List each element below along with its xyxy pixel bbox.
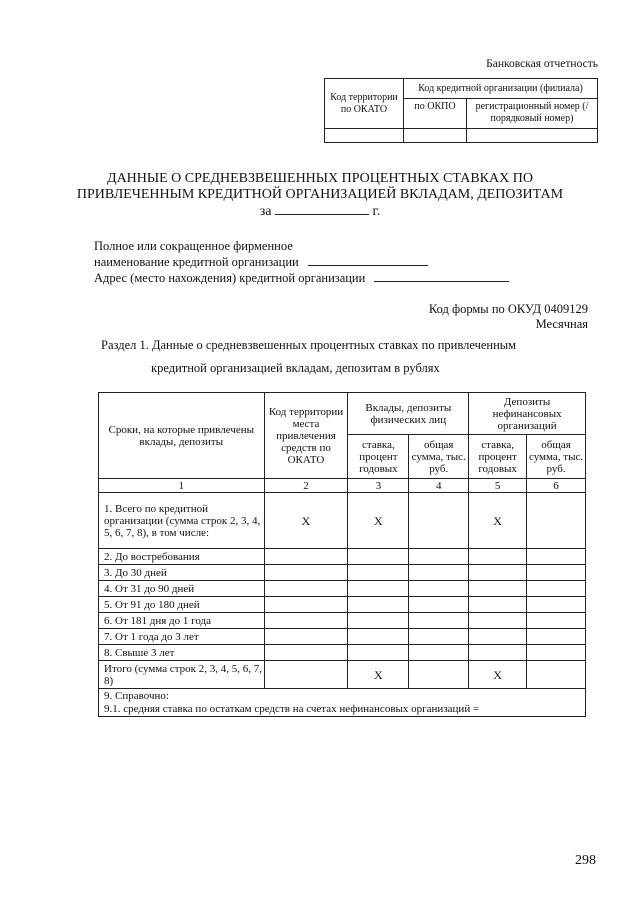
table-row	[99, 565, 586, 581]
title-date-line	[60, 203, 580, 220]
header-nonfinancial-sum: общая сумма, тыс. руб.	[527, 435, 586, 479]
reference-label: 9. Справочно:	[104, 689, 169, 702]
page-title	[60, 171, 580, 220]
table-cell[interactable]	[409, 493, 469, 549]
row-label: 4. От 31 до 90 дней	[99, 581, 265, 597]
table-cell[interactable]	[469, 565, 527, 581]
bank-reporting-label: Банковская отчетность	[486, 58, 598, 70]
table-cell[interactable]	[409, 581, 469, 597]
row-label: Итого (сумма строк 2, 3, 4, 5, 6, 7, 8)	[99, 661, 265, 689]
table-cell[interactable]	[264, 549, 348, 565]
row-label: 7. От 1 года до 3 лет	[99, 629, 265, 645]
okpo-header: по ОКПО	[404, 99, 467, 129]
header-nonfinancial: Депозиты нефинансовых организаций	[469, 393, 586, 435]
header-individuals-sum: общая сумма, тыс. руб.	[409, 435, 469, 479]
org-info	[94, 239, 509, 286]
org-address-field[interactable]	[374, 270, 509, 282]
form-code-block	[429, 302, 588, 332]
table-cell[interactable]	[348, 645, 409, 661]
table-cell[interactable]	[264, 565, 348, 581]
table-cell[interactable]	[348, 613, 409, 629]
table-cell[interactable]	[264, 613, 348, 629]
table-cell[interactable]	[348, 629, 409, 645]
table-cell[interactable]	[348, 565, 409, 581]
rates-table	[98, 392, 586, 717]
column-numbers-row	[99, 479, 586, 493]
section-title-line-1: Раздел 1. Данные о средневзвешенных процентных ставках по привлеченным	[101, 338, 517, 352]
table-cell[interactable]	[264, 661, 348, 689]
table-cell[interactable]	[527, 597, 586, 613]
title-g: г.	[372, 204, 381, 219]
table-row	[99, 597, 586, 613]
table-row	[99, 629, 586, 645]
org-name-line-1: Полное или сокращенное фирменное	[94, 239, 293, 253]
table-cell[interactable]	[264, 597, 348, 613]
table-cell[interactable]	[527, 565, 586, 581]
column-number: 4	[409, 479, 469, 493]
row-label: 8. Свыше 3 лет	[99, 645, 265, 661]
table-cell[interactable]	[264, 629, 348, 645]
table-cell[interactable]	[409, 613, 469, 629]
table-cell: X	[348, 661, 409, 689]
row-label: 3. До 30 дней	[99, 565, 265, 581]
okpo-value[interactable]	[404, 129, 467, 143]
table-row	[99, 645, 586, 661]
header-individuals-rate: ставка, процент годовых	[348, 435, 409, 479]
table-row	[99, 581, 586, 597]
table-cell[interactable]	[527, 645, 586, 661]
okud-code: Код формы по ОКУД 0409129	[428, 302, 588, 316]
table-row-total	[99, 661, 586, 689]
header-nonfinancial-rate: ставка, процент годовых	[469, 435, 527, 479]
reference-row	[99, 689, 586, 717]
column-number: 3	[348, 479, 409, 493]
table-cell[interactable]	[527, 549, 586, 565]
table-row	[99, 549, 586, 565]
title-line-1: ДАННЫЕ О СРЕДНЕВЗВЕШЕННЫХ ПРОЦЕНТНЫХ СТАВКАХ ПО	[107, 171, 533, 186]
reg-number-header: регистрационный номер (/порядковый номер)	[467, 99, 598, 129]
table-cell[interactable]	[409, 565, 469, 581]
org-address-label: Адрес (место нахождения) кредитной организации	[94, 271, 366, 285]
table-row	[99, 493, 586, 549]
table-cell[interactable]	[409, 549, 469, 565]
section-title-line-2: кредитной организацией вкладам, депозитам в рублях	[151, 361, 440, 375]
table-cell[interactable]	[527, 661, 586, 689]
reg-number-value[interactable]	[467, 129, 598, 143]
territory-code-value[interactable]	[325, 129, 404, 143]
row-label: 6. От 181 дня до 1 года	[99, 613, 265, 629]
page-number: 298	[575, 853, 596, 868]
table-cell[interactable]	[409, 597, 469, 613]
org-name-line-2: наименование кредитной организации	[94, 255, 299, 269]
report-date-field[interactable]	[275, 203, 369, 215]
code-box	[324, 78, 598, 143]
table-cell[interactable]	[264, 645, 348, 661]
table-cell: X	[348, 493, 409, 549]
table-cell[interactable]	[527, 581, 586, 597]
column-number: 6	[527, 479, 586, 493]
table-cell[interactable]	[469, 549, 527, 565]
table-cell[interactable]	[409, 629, 469, 645]
column-number: 5	[469, 479, 527, 493]
column-number: 1	[99, 479, 265, 493]
table-cell[interactable]	[409, 661, 469, 689]
territory-code-header: Код территории по ОКАТО	[325, 79, 404, 129]
header-individuals: Вклады, депозиты физических лиц	[348, 393, 469, 435]
table-cell[interactable]	[348, 597, 409, 613]
credit-org-code-header: Код кредитной организации (филиала)	[404, 79, 598, 99]
periodicity: Месячная	[535, 317, 588, 331]
row-label: 2. До востребования	[99, 549, 265, 565]
title-line-2: ПРИВЛЕЧЕННЫМ КРЕДИТНОЙ ОРГАНИЗАЦИЕЙ ВКЛАДАМ, ДЕПОЗИТАМ	[76, 187, 564, 202]
table-cell[interactable]	[469, 645, 527, 661]
table-cell[interactable]	[469, 629, 527, 645]
table-cell[interactable]	[527, 613, 586, 629]
column-number: 2	[264, 479, 348, 493]
table-cell[interactable]	[527, 493, 586, 549]
table-cell[interactable]	[469, 597, 527, 613]
header-terms: Сроки, на которые привлечены вклады, депозиты	[99, 393, 265, 479]
table-cell: X	[469, 661, 527, 689]
table-cell: X	[264, 493, 348, 549]
table-cell: X	[469, 493, 527, 549]
table-cell[interactable]	[527, 629, 586, 645]
table-row	[99, 613, 586, 629]
header-territory-code: Код территории места привлечения средств по ОКАТО	[264, 393, 348, 479]
row-label: 1. Всего по кредитной организации (сумма строк 2, 3, 4, 5, 6, 7, 8), в том числе:	[99, 493, 265, 549]
table-cell[interactable]	[264, 581, 348, 597]
table-cell[interactable]	[348, 581, 409, 597]
table-cell[interactable]	[469, 613, 527, 629]
reference-cell	[99, 689, 586, 717]
reference-item-9-1: 9.1. средняя ставка по остаткам средств на счетах нефинансовых организаций =	[104, 702, 480, 715]
row-label: 5. От 91 до 180 дней	[99, 597, 265, 613]
table-cell[interactable]	[348, 549, 409, 565]
org-name-field[interactable]	[308, 254, 428, 266]
table-cell[interactable]	[409, 645, 469, 661]
title-za: за	[259, 204, 272, 219]
table-cell[interactable]	[469, 581, 527, 597]
